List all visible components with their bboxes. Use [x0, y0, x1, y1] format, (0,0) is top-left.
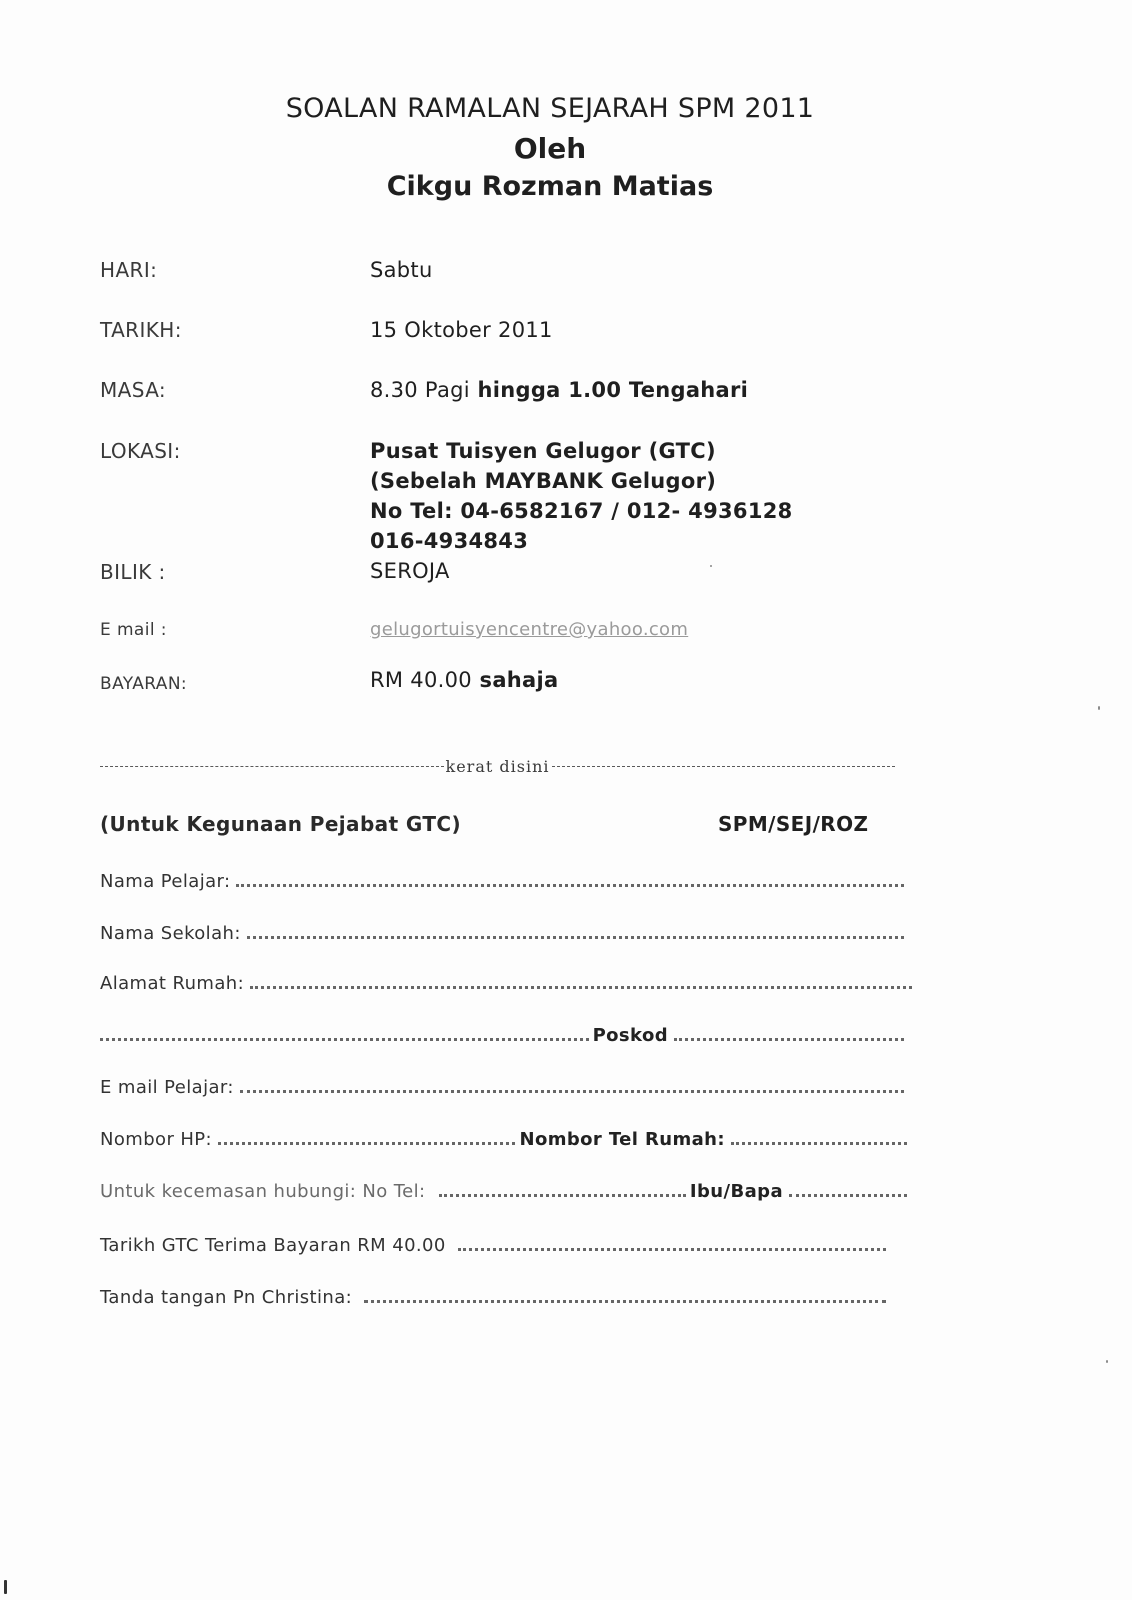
phone-row[interactable] — [100, 1124, 911, 1150]
email-label: E mail : — [100, 620, 167, 640]
location-label: LOKASI: — [100, 439, 181, 463]
address-line-2-blank[interactable] — [100, 1038, 589, 1041]
student-name-field[interactable] — [100, 866, 908, 892]
parent-label: Ibu/Bapa — [689, 1181, 783, 1202]
cut-line — [100, 756, 895, 776]
teacher-name: Cikgu Rozman Matias — [386, 171, 714, 202]
scan-mark — [4, 1580, 7, 1594]
date-label: TARIKH: — [100, 318, 182, 342]
day-label: HARI: — [100, 258, 158, 282]
school-name-blank[interactable] — [247, 936, 904, 939]
room-value: SEROJA — [370, 559, 450, 583]
location-line-1: Pusat Tuisyen Gelugor (GTC) — [370, 439, 716, 463]
date-value: 15 Oktober 2011 — [370, 318, 553, 342]
scan-speck — [1106, 1360, 1108, 1363]
time-value — [370, 375, 748, 405]
time-label: MASA: — [100, 378, 167, 402]
school-name-field[interactable] — [100, 918, 908, 944]
email-value[interactable] — [370, 613, 688, 645]
home-tel-label: Nombor Tel Rumah: — [519, 1129, 725, 1150]
home-tel-blank[interactable] — [731, 1142, 907, 1145]
payment-date-field[interactable] — [100, 1230, 890, 1256]
cut-line-text: kerat disini — [445, 756, 550, 776]
fee-amount: RM 40.00 — [370, 668, 472, 692]
emergency-row[interactable] — [100, 1176, 911, 1202]
student-email-label: E mail Pelajar: — [100, 1077, 234, 1098]
home-address-label: Alamat Rumah: — [100, 973, 245, 994]
email-link[interactable]: gelugortuisyencentre@yahoo.com — [370, 619, 689, 640]
emergency-label: Untuk kecemasan hubungi: No Tel: — [100, 1181, 426, 1202]
signature-field[interactable] — [100, 1282, 890, 1308]
postcode-row[interactable] — [100, 1020, 908, 1046]
document-byline: Oleh — [513, 132, 587, 165]
document-title: SOALAN RAMALAN SEJARAH SPM 2011 — [285, 93, 815, 124]
fee-value — [370, 665, 558, 695]
scan-speck — [710, 565, 712, 567]
student-name-blank[interactable] — [236, 884, 904, 887]
location-phone: No Tel: 04-6582167 / 012- 4936128 — [370, 499, 793, 523]
reference-code: SPM/SEJ/ROZ — [718, 812, 869, 836]
office-use-heading: (Untuk Kegunaan Pejabat GTC) — [100, 812, 462, 836]
time-start: 8.30 Pagi — [370, 378, 470, 402]
signature-label: Tanda tangan Pn Christina: — [100, 1287, 353, 1308]
time-end: hingga 1.00 Tengahari — [469, 378, 749, 402]
hp-number-blank[interactable] — [218, 1142, 515, 1145]
home-address-field[interactable] — [100, 968, 916, 994]
scan-speck — [1098, 706, 1100, 710]
hp-number-label: Nombor HP: — [100, 1129, 213, 1150]
student-email-field[interactable] — [100, 1072, 908, 1098]
student-email-blank[interactable] — [240, 1090, 904, 1093]
cut-dash-left — [100, 766, 444, 767]
room-label: BILIK : — [100, 560, 166, 584]
signature-blank[interactable] — [364, 1300, 886, 1303]
fee-label: BAYARAN: — [100, 674, 188, 694]
payment-date-blank[interactable] — [458, 1248, 886, 1251]
emergency-tel-blank[interactable] — [439, 1194, 685, 1197]
payment-date-label: Tarikh GTC Terima Bayaran RM 40.00 — [100, 1235, 446, 1256]
postcode-label: Poskod — [592, 1025, 668, 1046]
day-value: Sabtu — [370, 258, 433, 282]
cut-dash-right — [552, 766, 896, 767]
school-name-label: Nama Sekolah: — [100, 923, 241, 944]
location-phone-2: 016-4934843 — [370, 529, 529, 553]
home-address-blank[interactable] — [250, 986, 912, 989]
postcode-blank[interactable] — [674, 1038, 904, 1041]
student-name-label: Nama Pelajar: — [100, 871, 231, 892]
location-line-2: (Sebelah MAYBANK Gelugor) — [370, 469, 717, 493]
fee-suffix: sahaja — [471, 668, 559, 692]
parent-blank[interactable] — [789, 1194, 907, 1197]
